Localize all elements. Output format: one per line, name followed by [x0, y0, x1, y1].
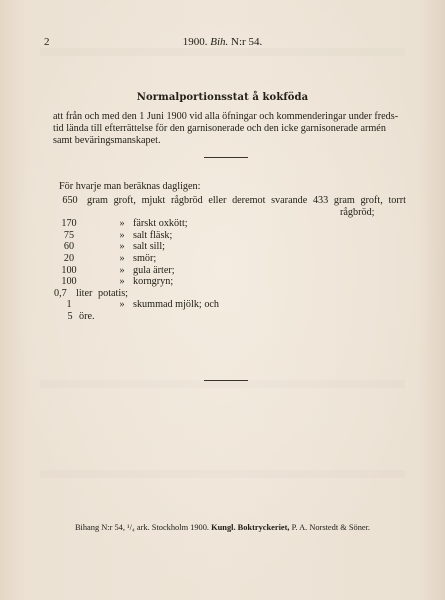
ration-item: skummad mjölk; och — [133, 299, 220, 311]
list-item — [0, 195, 445, 207]
list-item — [0, 265, 445, 277]
intro-paragraph — [53, 111, 401, 147]
ditto-mark: » — [119, 218, 125, 230]
ration-unit: öre. — [79, 310, 95, 322]
ration-quantity: 650 — [62, 195, 78, 206]
running-head-title — [0, 36, 445, 48]
list-heading: För hvarje man beräknas dagligen: — [59, 181, 201, 192]
list-item — [0, 241, 445, 253]
ration-quantity: 0,7 — [54, 287, 67, 299]
section-divider — [204, 380, 248, 381]
ration-quantity: 5 — [67, 310, 73, 322]
ration-text: gram groft, mjukt rågbröd eller deremot svarande 433 gram groft, torrt — [87, 195, 406, 206]
ration-list — [0, 195, 445, 323]
ditto-mark: » — [119, 241, 125, 253]
ditto-mark: » — [119, 264, 125, 276]
ditto-mark: » — [119, 252, 125, 264]
list-item — [0, 311, 445, 323]
imprint-publication: Bihang N:r 54, ¹/₄ ark. Stockholm 1900. — [74, 523, 210, 532]
bleed-through-shadow — [40, 48, 405, 56]
bleed-through-shadow — [40, 380, 405, 388]
section-divider — [204, 157, 248, 158]
list-item — [0, 230, 445, 242]
ration-item: salt fläsk; — [133, 229, 173, 241]
ration-item: potatis; — [98, 287, 128, 299]
document-title: Normalportionsstat å kokföda — [136, 92, 309, 103]
ration-item: färskt oxkött; — [133, 218, 188, 230]
list-item — [0, 253, 445, 265]
bleed-through-shadow — [40, 470, 405, 478]
ration-unit: liter — [76, 287, 93, 299]
intro-line: att från och med den 1 Juni 1900 vid alla öfningar och kommenderingar under freds- — [53, 111, 399, 122]
ration-item: salt sill; — [133, 241, 165, 253]
imprint-printer: Kungl. Boktryckeriet, — [211, 523, 290, 532]
ditto-mark: » — [119, 276, 125, 288]
page-number: 2 — [44, 36, 50, 48]
ration-quantity: 20 — [63, 252, 75, 264]
ration-text-continued: rågbröd; — [340, 206, 375, 218]
imprint-company: P. A. Norstedt & Söner. — [291, 523, 371, 532]
header-bih: Bih. — [210, 36, 229, 48]
ditto-mark: » — [119, 229, 125, 241]
intro-line: samt beväringsmanskapet. — [53, 135, 161, 146]
ration-quantity: 1 — [66, 299, 72, 311]
intro-line: tid lända till efterrättelse för den garnisonerade och den icke garnisonerade armén — [53, 123, 386, 134]
ration-item: gula ärter; — [133, 264, 175, 276]
header-year: 1900. — [182, 36, 208, 48]
ration-quantity: 60 — [63, 241, 75, 253]
printer-imprint — [0, 523, 445, 532]
ration-quantity: 100 — [61, 276, 77, 288]
list-item — [0, 218, 445, 230]
list-item — [0, 207, 445, 219]
ration-quantity: 100 — [61, 264, 77, 276]
header-number: N:r 54. — [231, 36, 263, 48]
ration-quantity: 170 — [61, 218, 77, 230]
list-item — [0, 288, 445, 300]
list-item — [0, 299, 445, 311]
ditto-mark: » — [119, 299, 125, 311]
ration-item: smör; — [133, 252, 157, 264]
ration-item: korngryn; — [133, 276, 174, 288]
ration-quantity: 75 — [63, 229, 75, 241]
list-item — [0, 276, 445, 288]
